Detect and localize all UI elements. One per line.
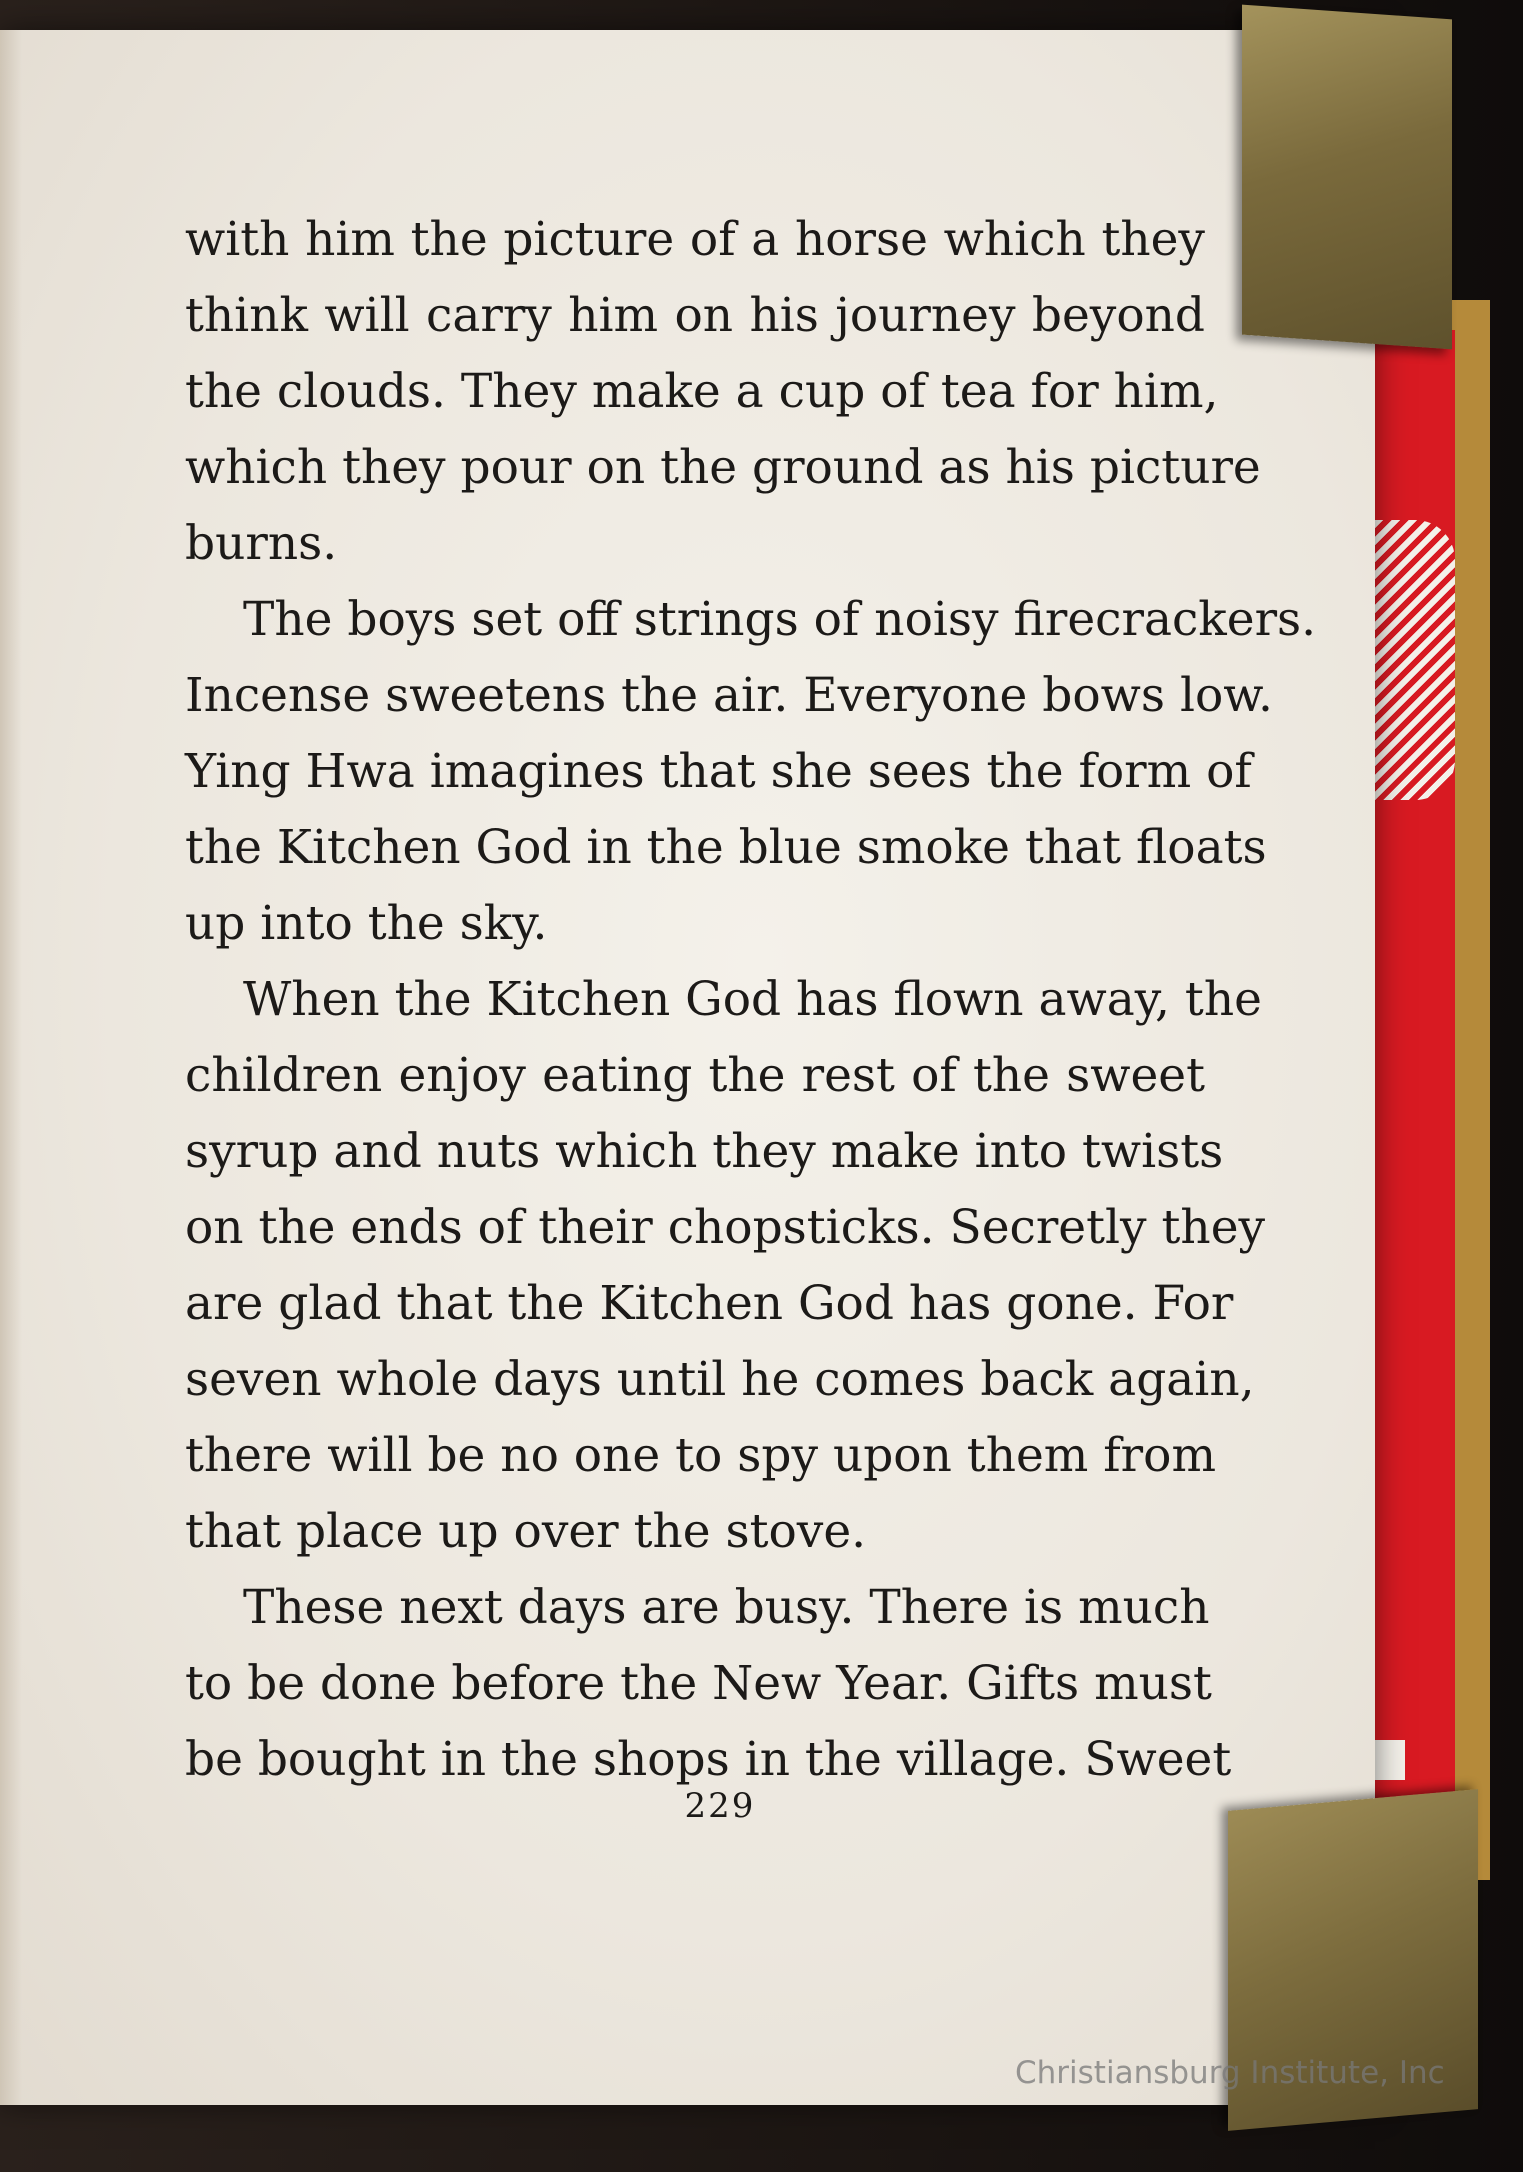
brass-corner-protector-top — [1242, 5, 1452, 350]
text-line: Incense sweetens the air. Everyone bows low. — [185, 668, 1273, 723]
text-line: seven whole days until he comes back again, — [185, 1352, 1255, 1407]
text-line: When the Kitchen God has flown away, the — [243, 972, 1262, 1027]
text-line: which they pour on the ground as his picture — [185, 440, 1261, 495]
page-gutter-shadow — [0, 30, 22, 2105]
text-line: with him the picture of a horse which they — [185, 212, 1205, 267]
text-line: think will carry him on his journey beyond — [185, 288, 1205, 343]
paragraph-2 — [185, 582, 1317, 962]
text-line: children enjoy eating the rest of the sweet — [185, 1048, 1205, 1103]
text-line: syrup and nuts which they make into twists — [185, 1124, 1224, 1179]
page-number: 229 — [684, 1786, 756, 1826]
text-line: burns. — [185, 516, 338, 571]
paragraph-4 — [185, 1570, 1232, 1798]
text-line: These next days are busy. There is much — [243, 1580, 1210, 1635]
text-line: Ying Hwa imagines that she sees the form of — [185, 744, 1252, 799]
text-line: that place up over the stove. — [185, 1504, 867, 1559]
text-line: the Kitchen God in the blue smoke that floats — [185, 820, 1267, 875]
watermark: Christiansburg Institute, Inc — [1015, 2055, 1445, 2091]
text-line: are glad that the Kitchen God has gone. For — [185, 1276, 1234, 1331]
paragraph-3 — [185, 962, 1266, 1570]
paragraph-1 — [185, 202, 1261, 582]
book-cover-white-spot — [1375, 1740, 1405, 1780]
text-line: the clouds. They make a cup of tea for him, — [185, 364, 1219, 419]
text-line: be bought in the shops in the village. Sweet — [185, 1732, 1232, 1787]
text-line: to be done before the New Year. Gifts must — [185, 1656, 1212, 1711]
text-line: The boys set off strings of noisy firecrackers. — [243, 592, 1317, 647]
book-cover-stripe-pattern — [1375, 520, 1455, 800]
text-line: up into the sky. — [185, 896, 548, 951]
page-text — [185, 202, 1317, 1798]
text-line: on the ends of their chopsticks. Secretly they — [185, 1200, 1266, 1255]
text-line: there will be no one to spy upon them from — [185, 1428, 1217, 1483]
